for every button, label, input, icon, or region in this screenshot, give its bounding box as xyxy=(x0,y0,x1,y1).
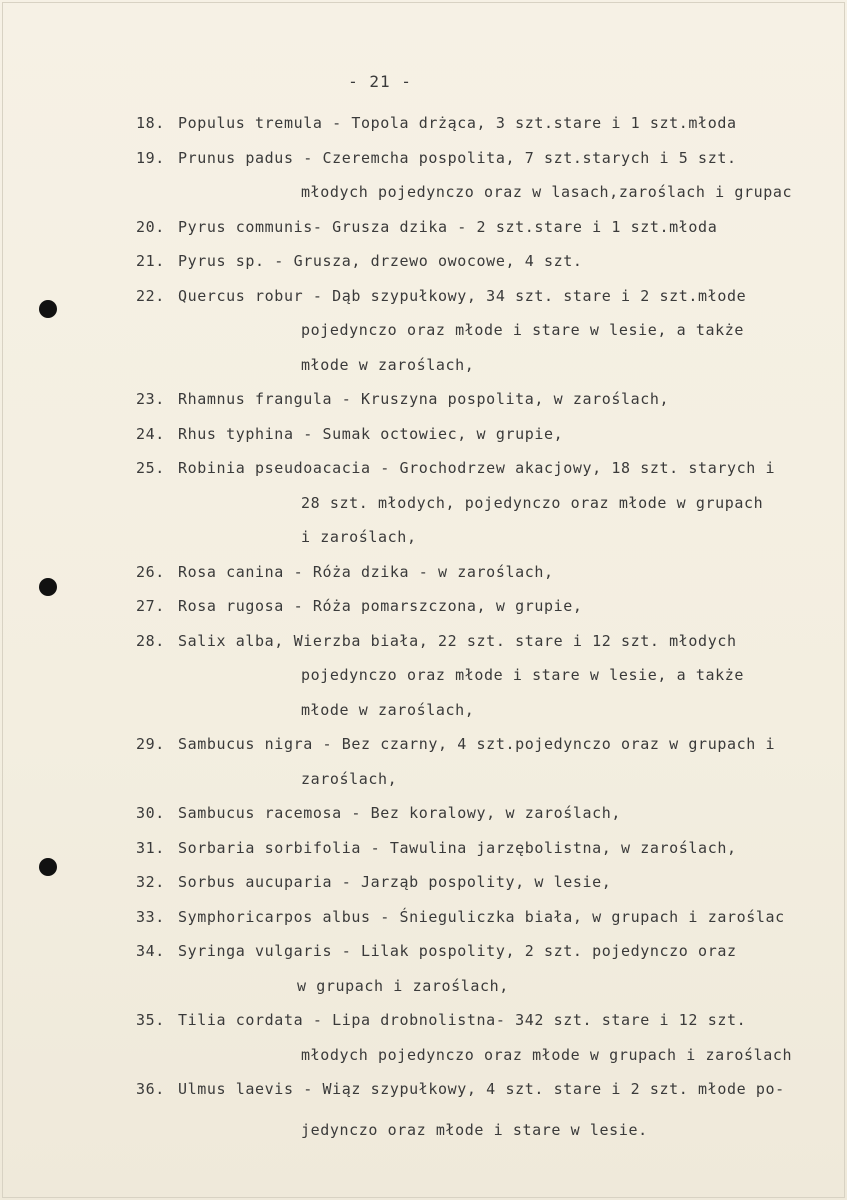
list-item xyxy=(0,417,847,452)
entry-first-line xyxy=(0,589,847,624)
entry-continuation-line: w grupach i zaroślach, xyxy=(297,976,509,995)
entry-text: Sambucus nigra - Bez czarny, 4 szt.pojedynczo oraz w grupach i xyxy=(178,735,776,753)
entry-first-line xyxy=(0,1072,847,1107)
entry-first-line xyxy=(0,244,847,279)
entry-number: 34. xyxy=(136,942,165,960)
entry-continuation-line: i zaroślach, xyxy=(301,528,417,546)
list-item xyxy=(0,141,847,210)
list-item xyxy=(0,589,847,624)
entry-number: 21. xyxy=(136,252,165,270)
entry-number: 24. xyxy=(136,424,165,443)
entry-continuation-line: zaroślach, xyxy=(301,769,398,788)
entry-text: Quercus robur - Dąb szypułkowy, 34 szt. stare i 2 szt.młode xyxy=(178,286,747,305)
entry-text: Rosa rugosa - Róża pomarszczona, w grupie, xyxy=(178,597,583,615)
entry-number: 35. xyxy=(136,1011,165,1029)
entry-first-line xyxy=(0,141,847,176)
entry-text: Tilia cordata - Lipa drobnolistna- 342 szt. stare i 12 szt. xyxy=(178,1011,747,1029)
entry-first-line xyxy=(0,727,847,762)
entry-number: 22. xyxy=(136,286,165,305)
entry-text: Syringa vulgaris - Lilak pospolity, 2 szt. pojedynczo oraz xyxy=(178,942,737,960)
list-item xyxy=(0,555,847,590)
entry-continuation-line: młodych pojedynczo oraz młode w grupach i zaroślach xyxy=(301,1045,793,1064)
entry-first-line xyxy=(0,934,847,969)
list-item xyxy=(0,865,847,900)
entry-text: Sambucus racemosa - Bez koralowy, w zaroślach, xyxy=(178,804,622,822)
entry-number: 32. xyxy=(136,873,165,891)
entry-text: Sorbaria sorbifolia - Tawulina jarzębolistna, w zaroślach, xyxy=(178,838,737,857)
list-item xyxy=(0,934,847,1003)
entry-number: 36. xyxy=(136,1080,165,1098)
entry-first-line xyxy=(0,1003,847,1038)
entry-number: 23. xyxy=(136,390,165,408)
entry-number: 19. xyxy=(136,148,165,167)
entry-text: Ulmus laevis - Wiąz szypułkowy, 4 szt. stare i 2 szt. młode po- xyxy=(178,1080,785,1098)
entry-first-line xyxy=(0,900,847,935)
list-item xyxy=(0,279,847,383)
entry-first-line xyxy=(0,382,847,417)
entry-number: 26. xyxy=(136,562,165,581)
list-item xyxy=(0,900,847,935)
entry-continuation-line: 28 szt. młodych, pojedynczo oraz młode w grupach xyxy=(301,493,764,512)
entry-first-line xyxy=(0,865,847,900)
species-list xyxy=(0,106,847,1147)
list-item xyxy=(0,210,847,245)
entry-continuation-line: młode w zaroślach, xyxy=(301,700,475,719)
entry-number: 25. xyxy=(136,459,165,477)
entry-number: 18. xyxy=(136,114,165,132)
entry-number: 20. xyxy=(136,217,165,236)
page-number: - 21 - xyxy=(348,72,412,91)
entry-text: Pyrus communis- Grusza dzika - 2 szt.stare i 1 szt.młoda xyxy=(178,217,718,236)
entry-first-line xyxy=(0,210,847,245)
entry-first-line xyxy=(0,106,847,141)
entry-first-line xyxy=(0,624,847,659)
entry-continuation-line: pojedynczo oraz młode i stare w lesie, a także xyxy=(301,321,745,339)
entry-continuation-line: pojedynczo oraz młode i stare w lesie, a także xyxy=(301,666,745,684)
entry-number: 30. xyxy=(136,804,165,822)
entry-first-line xyxy=(0,555,847,590)
entry-text: Prunus padus - Czeremcha pospolita, 7 szt.starych i 5 szt. xyxy=(178,148,737,167)
entry-number: 29. xyxy=(136,735,165,753)
entry-text: Rhamnus frangula - Kruszyna pospolita, w zaroślach, xyxy=(178,390,670,408)
entry-text: Populus tremula - Topola drżąca, 3 szt.stare i 1 szt.młoda xyxy=(178,114,737,132)
list-item xyxy=(0,1003,847,1072)
entry-text: Rhus typhina - Sumak octowiec, w grupie, xyxy=(178,424,564,443)
entry-number: 31. xyxy=(136,838,165,857)
list-item xyxy=(0,244,847,279)
list-item xyxy=(0,106,847,141)
entry-text: Pyrus sp. - Grusza, drzewo owocowe, 4 szt. xyxy=(178,252,583,270)
list-item xyxy=(0,796,847,831)
list-item xyxy=(0,727,847,796)
entry-text: Salix alba, Wierzba biała, 22 szt. stare i 12 szt. młodych xyxy=(178,631,737,650)
entry-text: Symphoricarpos albus - Śnieguliczka biała, w grupach i zaroślac xyxy=(178,907,785,926)
entry-first-line xyxy=(0,451,847,486)
entry-first-line xyxy=(0,831,847,866)
entry-continuation-line: jedynczo oraz młode i stare w lesie. xyxy=(301,1120,648,1139)
list-item xyxy=(0,382,847,417)
list-item xyxy=(0,451,847,555)
entry-number: 33. xyxy=(136,907,165,926)
list-item xyxy=(0,1072,847,1147)
entry-first-line xyxy=(0,796,847,831)
entry-text: Rosa canina - Róża dzika - w zaroślach, xyxy=(178,562,554,581)
entry-first-line xyxy=(0,279,847,314)
list-item xyxy=(0,831,847,866)
entry-text: Sorbus aucuparia - Jarząb pospolity, w lesie, xyxy=(178,873,612,891)
entry-number: 27. xyxy=(136,597,165,615)
entry-continuation-line: młode w zaroślach, xyxy=(301,355,475,374)
entry-first-line xyxy=(0,417,847,452)
entry-continuation-line: młodych pojedynczo oraz w lasach,zaroślach i grupac xyxy=(301,183,793,201)
entry-number: 28. xyxy=(136,631,165,650)
list-item xyxy=(0,624,847,728)
entry-text: Robinia pseudoacacia - Grochodrzew akacjowy, 18 szt. starych i xyxy=(178,459,776,477)
